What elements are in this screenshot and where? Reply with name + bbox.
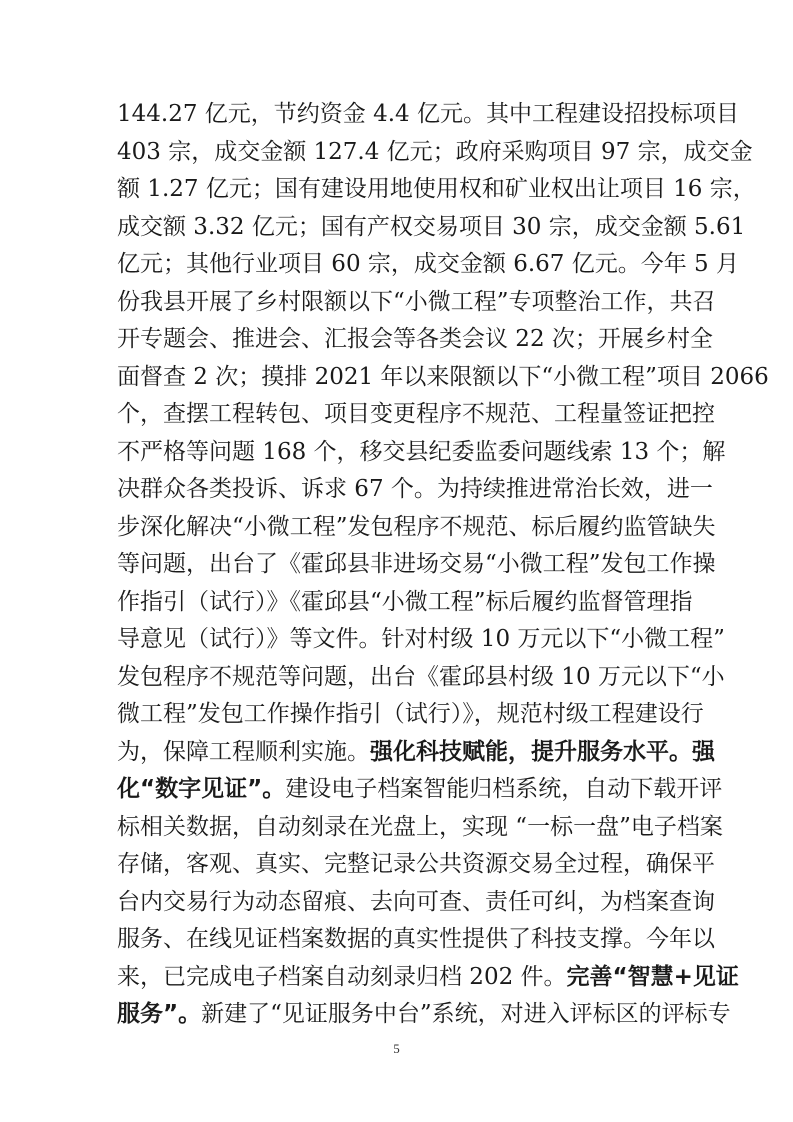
text-line: 亿元；其他行业项目 60 宗，成交金额 6.67 亿元。今年 5 月: [117, 251, 739, 277]
body-text: [117, 96, 769, 1034]
text-line: 导意见（试行）》等文件。针对村级 10 万元以下“小微工程”: [117, 626, 725, 652]
text-line: 成交额 3.32 亿元；国有产权交易项目 30 宗，成交金额 5.61: [117, 213, 746, 240]
bold-heading: 化“数字见证”。: [117, 776, 286, 802]
text-line: 决群众各类投诉、诉求 67 个。为持续推进常治长效，进一: [117, 476, 713, 502]
text-line: 存储，客观、真实、完整记录公共资源交易全过程，确保平: [117, 851, 715, 877]
text-line: 额 1.27 亿元；国有建设用地使用权和矿业权出让项目 16 宗，: [117, 176, 756, 202]
bold-heading: 完善“智慧+见证: [566, 963, 739, 990]
text-line: 面督查 2 次；摸排 2021 年以来限额以下“小微工程”项目 2066: [117, 363, 769, 390]
text-line: 作指引（试行）》《霍邱县“小微工程”标后履约监督管理指: [117, 588, 693, 615]
text-line: 403 宗，成交金额 127.4 亿元；政府采购项目 97 宗，成交金: [117, 138, 753, 165]
text-line: 份我县开展了乡村限额以下“小微工程”专项整治工作，共召: [117, 288, 716, 315]
text-line: 标相关数据，自动刻录在光盘上，实现 “一标一盘”电子档案: [117, 813, 723, 840]
bold-heading: 强化科技赋能，提升服务水平。强: [370, 738, 715, 765]
text-line: 服务、在线见证档案数据的真实性提供了科技支撑。今年以: [117, 926, 715, 952]
text-line: 144.27 亿元，节约资金 4.4 亿元。其中工程建设招投标项目: [117, 101, 739, 127]
text-line: 发包程序不规范等问题，出台《霍邱县村级 10 万元以下“小: [117, 663, 725, 690]
line-text: 为，保障工程顺利实施。: [117, 738, 370, 765]
text-line: 不严格等问题 168 个，移交县纪委监委问题线索 13 个；解: [117, 438, 726, 465]
text-line-with-heading: [117, 734, 715, 772]
text-line-with-heading: [117, 959, 739, 997]
page-number: 5: [393, 1041, 400, 1056]
line-text: 新建了“见证服务中台”系统，对进入评标区的评标专: [201, 1001, 731, 1027]
text-line: 微工程”发包工作操作指引（试行）》，规范村级工程建设行: [117, 701, 704, 727]
text-line: 开专题会、推进会、汇报会等各类会议 22 次；开展乡村全: [117, 326, 713, 352]
bold-heading: 服务”。: [117, 1001, 202, 1027]
text-line-with-heading: [117, 996, 731, 1034]
line-text: 来，已完成电子档案自动刻录归档 202 件。: [117, 963, 567, 990]
text-line: 个，查摆工程转包、项目变更程序不规范、工程量签证把控: [117, 401, 715, 427]
text-line: 台内交易行为动态留痕、去向可查、责任可纠，为档案查询: [117, 888, 715, 915]
text-line: 步深化解决“小微工程”发包程序不规范、标后履约监管缺失: [117, 513, 716, 540]
line-text: 建设电子档案智能归档系统，自动下载开评: [285, 776, 723, 802]
text-line-with-heading: [117, 771, 723, 809]
text-line: 等问题，出台了《霍邱县非进场交易“小微工程”发包工作操: [117, 551, 716, 577]
